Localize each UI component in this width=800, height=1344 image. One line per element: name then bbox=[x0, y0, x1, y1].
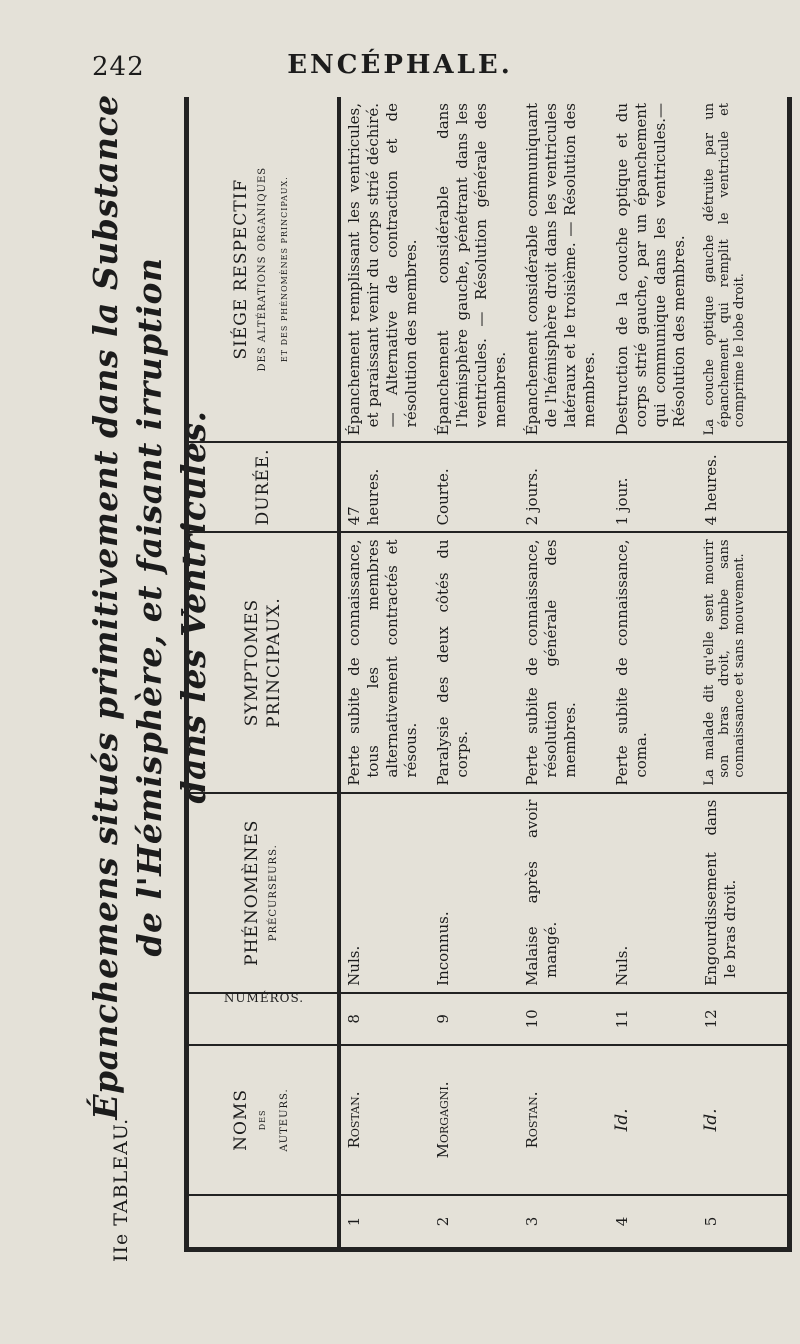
tableau-title-line2: dans les Ventricules. bbox=[174, 410, 213, 804]
row-phenomenes: Malaise après avoir mangé. bbox=[519, 793, 608, 993]
table-row bbox=[698, 97, 787, 1247]
row-index: 1 bbox=[339, 1195, 430, 1247]
row-index: 3 bbox=[519, 1195, 608, 1247]
tableau-label: IIe TABLEAU. bbox=[110, 1117, 132, 1262]
header-symptomes bbox=[189, 532, 339, 792]
row-author: Morgagni. bbox=[430, 1045, 519, 1195]
header-phenomenes-sub: PRÉCURSEURS. bbox=[268, 844, 279, 942]
header-noms bbox=[189, 1045, 339, 1195]
row-symptomes: Perte subite de connaissance, résolution générale des membres. bbox=[519, 532, 608, 792]
row-author: Rostan. bbox=[519, 1045, 608, 1195]
header-duree-title: DURÉE. bbox=[253, 448, 273, 526]
running-title: ENCÉPHALE. bbox=[287, 50, 513, 80]
row-numero: 10 bbox=[519, 993, 608, 1045]
row-duree: 2 jours. bbox=[519, 442, 608, 532]
row-numero: 11 bbox=[609, 993, 698, 1045]
header-duree bbox=[189, 442, 339, 532]
row-siege: Épanchement remplissant les ventricules, et paraissant venir du corps strié déchiré. — Alternative de contraction et de résolution des membres. bbox=[345, 103, 420, 436]
row-siege: Épanchement considérable communiquant de l'hémisphère droit dans les ventricules latéraux et le troisième. — Résolution des membres. bbox=[523, 103, 599, 436]
cases-table bbox=[189, 97, 787, 1247]
header-noms-des: DES bbox=[258, 1109, 267, 1131]
header-index bbox=[189, 1195, 339, 1247]
header-phenomenes bbox=[189, 793, 339, 993]
page-header bbox=[0, 44, 800, 84]
header-noms-auteurs: AUTEURS. bbox=[279, 1088, 290, 1152]
row-author: Id. bbox=[609, 1045, 698, 1195]
table-header-row bbox=[189, 97, 339, 1247]
page-number: 242 bbox=[92, 52, 145, 82]
row-siege: Épanchement considérable dans l'hémisphère gauche, pénétrant dans les ventricules. — Résolution générale des membres. bbox=[434, 103, 510, 436]
row-symptomes: Paralysie des deux côtés du corps. bbox=[430, 532, 519, 792]
row-phenomenes: Nuls. bbox=[609, 793, 698, 993]
header-siege-sub2: ET DES PHÉNOMÈNES PRINCIPAUX. bbox=[280, 176, 289, 363]
row-symptomes: Perte subite de connaissance, tous les membres alternativement contractés et résous. bbox=[339, 532, 430, 792]
table-row bbox=[519, 97, 608, 1247]
row-index: 4 bbox=[609, 1195, 698, 1247]
row-phenomenes: Nuls. bbox=[339, 793, 430, 993]
tableau-title-line1: Épanchemens situés primitivement dans la Substance de l'Hémisphère, et faisant irruption bbox=[86, 94, 169, 1120]
header-noms-title: NOMS bbox=[231, 1088, 251, 1151]
row-duree: 4 heures. bbox=[698, 442, 787, 532]
row-duree: Courte. bbox=[430, 442, 519, 532]
table-row bbox=[430, 97, 519, 1247]
row-index: 5 bbox=[698, 1195, 787, 1247]
row-author: Rostan. bbox=[339, 1045, 430, 1195]
header-siege-title: SIÉGE RESPECTIF bbox=[231, 178, 251, 360]
row-index: 2 bbox=[430, 1195, 519, 1247]
row-numero: 8 bbox=[339, 993, 430, 1045]
header-siege-sub1: DES ALTÉRATIONS ORGANIQUES bbox=[257, 166, 268, 372]
row-duree: 47 heures. bbox=[339, 442, 430, 532]
header-numeros bbox=[189, 990, 339, 1045]
header-siege bbox=[189, 97, 339, 442]
row-duree: 1 jour. bbox=[609, 442, 698, 532]
row-numero: 12 bbox=[698, 993, 787, 1045]
table-row bbox=[609, 97, 698, 1247]
row-numero: 9 bbox=[430, 993, 519, 1045]
header-numeros-label: NUMÉROS. bbox=[223, 990, 304, 1005]
row-siege: La couche optique gauche détruite par un épanchement qui remplit le ventricule et comprime le lobe droit. bbox=[701, 103, 747, 436]
row-author: Id. bbox=[698, 1045, 787, 1195]
row-symptomes: Perte subite de connaissance, coma. bbox=[609, 532, 698, 792]
row-phenomenes: Inconnus. bbox=[430, 793, 519, 993]
header-phenomenes-title: PHÉNOMÈNES bbox=[242, 819, 262, 966]
header-symptomes-title: SYMPTOMES PRINCIPAUX. bbox=[242, 597, 284, 728]
row-symptomes: La malade dit qu'elle sent mourir son bras droit, tombe sans connaissance et sans mouvement. bbox=[698, 532, 787, 792]
rotated-table-page bbox=[80, 87, 795, 1262]
row-siege: Destruction de la couche optique et du corps strié gauche, par un épanchement qui communique dans les ventricules.—Résolution des membres. bbox=[612, 103, 688, 436]
table-frame bbox=[184, 97, 792, 1252]
table-row bbox=[339, 97, 430, 1247]
row-phenomenes: Engourdissement dans le bras droit. bbox=[698, 793, 787, 993]
